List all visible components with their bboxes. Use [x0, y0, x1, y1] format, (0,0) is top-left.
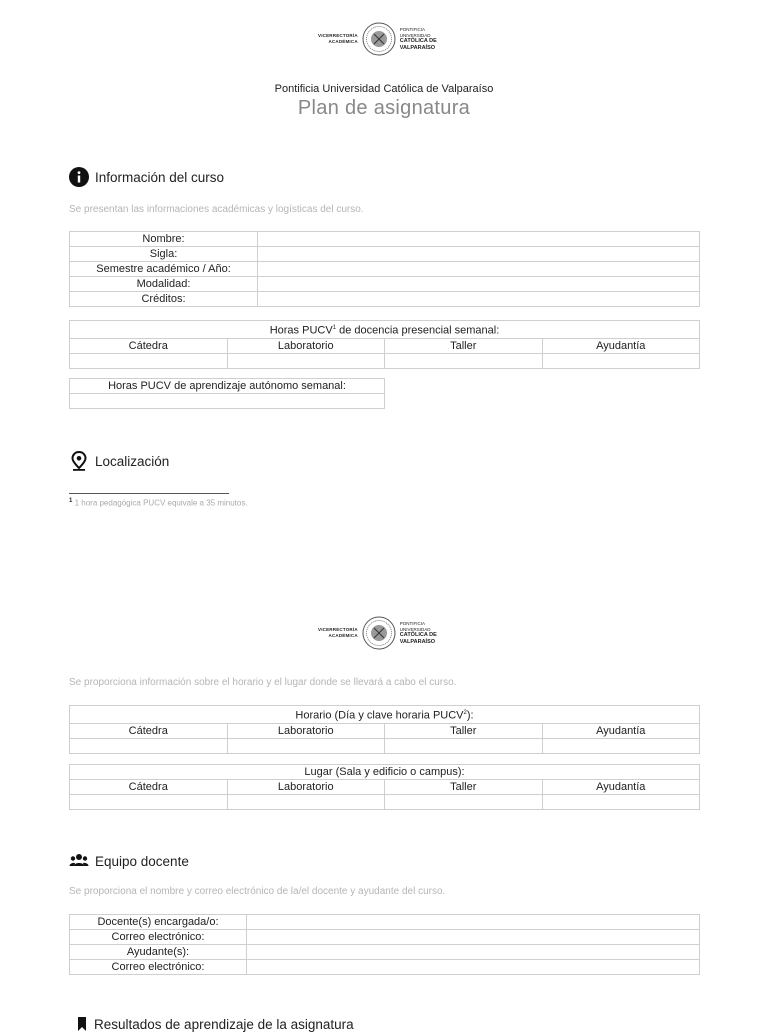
- field-value[interactable]: [247, 930, 700, 945]
- institution-logo: [318, 22, 437, 56]
- field-label: Correo electrónico:: [70, 960, 247, 975]
- table-cell[interactable]: [70, 353, 228, 368]
- table-row: [70, 338, 700, 353]
- column-header: Laboratorio: [227, 780, 385, 795]
- table-cell[interactable]: [385, 795, 543, 810]
- field-value[interactable]: [258, 292, 700, 307]
- column-header: Taller: [385, 780, 543, 795]
- field-label: Docente(s) encargada/o:: [70, 915, 247, 930]
- field-value[interactable]: [258, 277, 700, 292]
- column-header: Ayudantía: [542, 723, 700, 738]
- field-value[interactable]: [258, 262, 700, 277]
- section-heading: Resultados de aprendizaje de la asignatura: [94, 1016, 354, 1032]
- section-description: Se proporciona el nombre y correo electrónico de la/el docente y ayudante del curso.: [69, 886, 446, 897]
- table-title: Horas PUCV$^1$ de docencia presencial semanal:: [70, 321, 700, 339]
- info-icon: [69, 167, 89, 187]
- table-cell[interactable]: [542, 738, 700, 753]
- users-icon: [69, 851, 89, 871]
- page-title: Plan de asignatura: [297, 97, 471, 119]
- column-header: Laboratorio: [227, 338, 385, 353]
- table-row: [70, 247, 700, 262]
- field-label: Correo electrónico:: [70, 930, 247, 945]
- field-value[interactable]: [258, 232, 700, 247]
- field-label: Nombre:: [70, 232, 258, 247]
- field-label: Ayudante(s):: [70, 945, 247, 960]
- schedule-table: [69, 705, 700, 754]
- bookmark-icon: [76, 1014, 88, 1034]
- table-cell[interactable]: [227, 353, 385, 368]
- section-description: Se proporciona información sobre el horario y el lugar donde se llevará a cabo el curso.: [69, 677, 457, 688]
- table-cell[interactable]: [385, 738, 543, 753]
- field-value[interactable]: [247, 945, 700, 960]
- column-header: Taller: [385, 723, 543, 738]
- logo-right-text: PONTIFICIA UNIVERSIDAD CATÓLICA DE VALPARAÍSO: [399, 27, 437, 51]
- field-value[interactable]: [258, 247, 700, 262]
- table-title: Horario (Día y clave horaria PUCV$^2$):: [70, 706, 700, 724]
- column-header: Laboratorio: [227, 723, 385, 738]
- table-row: [70, 723, 700, 738]
- table-cell[interactable]: [70, 394, 385, 409]
- table-cell[interactable]: [542, 795, 700, 810]
- section-course-info: [69, 167, 224, 187]
- field-value[interactable]: [247, 960, 700, 975]
- table-row: [70, 353, 700, 368]
- column-header: Cátedra: [70, 723, 228, 738]
- table-cell[interactable]: [227, 738, 385, 753]
- place-table: [69, 764, 700, 810]
- section-heading: Equipo docente: [95, 853, 189, 869]
- course-info-table: [69, 231, 700, 307]
- table-cell[interactable]: [227, 795, 385, 810]
- table-row: [70, 738, 700, 753]
- field-label: Sigla:: [70, 247, 258, 262]
- table-row: [70, 232, 700, 247]
- table-row: [70, 780, 700, 795]
- column-header: Cátedra: [70, 338, 228, 353]
- table-row: [70, 945, 700, 960]
- field-label: Semestre académico / Año:: [70, 262, 258, 277]
- column-header: Ayudantía: [542, 780, 700, 795]
- university-name: Pontificia Universidad Católica de Valparaíso: [274, 83, 494, 95]
- footnote: $^1$ 1 hora pedagógica PUCV equivale a 35 minutos.: [69, 498, 248, 508]
- table-cell[interactable]: [542, 353, 700, 368]
- table-row: [70, 915, 700, 930]
- logo-right-text: PONTIFICIA UNIVERSIDAD CATÓLICA DE VALPARAÍSO: [399, 621, 437, 645]
- table-header-row: [70, 379, 385, 394]
- field-value[interactable]: [247, 915, 700, 930]
- table-cell[interactable]: [385, 353, 543, 368]
- table-title: Lugar (Sala y edificio o campus):: [70, 765, 700, 780]
- table-header-row: [70, 765, 700, 780]
- section-heading: Información del curso: [95, 169, 225, 185]
- table-row: [70, 292, 700, 307]
- table-row: [70, 262, 700, 277]
- section-learning-results: [76, 1014, 354, 1034]
- hours-table: [69, 320, 700, 369]
- table-row: [70, 795, 700, 810]
- location-pin-icon: [69, 451, 89, 471]
- logo-left-text: VICERRECTORÍA ACADÉMICA: [318, 33, 358, 44]
- university-seal-icon: [362, 616, 396, 650]
- institution-logo: [318, 616, 437, 650]
- column-header: Taller: [385, 338, 543, 353]
- table-row: [70, 277, 700, 292]
- table-row: [70, 930, 700, 945]
- table-header-row: [70, 321, 700, 339]
- section-location: [69, 451, 169, 471]
- table-row: [70, 394, 385, 409]
- logo-left-text: VICERRECTORÍA ACADÉMICA: [318, 627, 358, 638]
- field-label: Modalidad:: [70, 277, 258, 292]
- table-header-row: [70, 706, 700, 724]
- table-cell[interactable]: [70, 795, 228, 810]
- column-header: Ayudantía: [542, 338, 700, 353]
- table-cell[interactable]: [70, 738, 228, 753]
- table-row: [70, 960, 700, 975]
- field-label: Créditos:: [70, 292, 258, 307]
- autonomous-hours-table: [69, 378, 385, 409]
- section-teaching-team: [69, 851, 189, 871]
- university-seal-icon: [362, 22, 396, 56]
- section-heading: Localización: [95, 453, 170, 469]
- footnote-divider: [69, 493, 229, 494]
- section-description: Se presentan las informaciones académicas y logísticas del curso.: [69, 204, 364, 215]
- table-title: Horas PUCV de aprendizaje autónomo semanal:: [70, 379, 385, 394]
- teaching-team-table: [69, 914, 700, 975]
- column-header: Cátedra: [70, 780, 228, 795]
